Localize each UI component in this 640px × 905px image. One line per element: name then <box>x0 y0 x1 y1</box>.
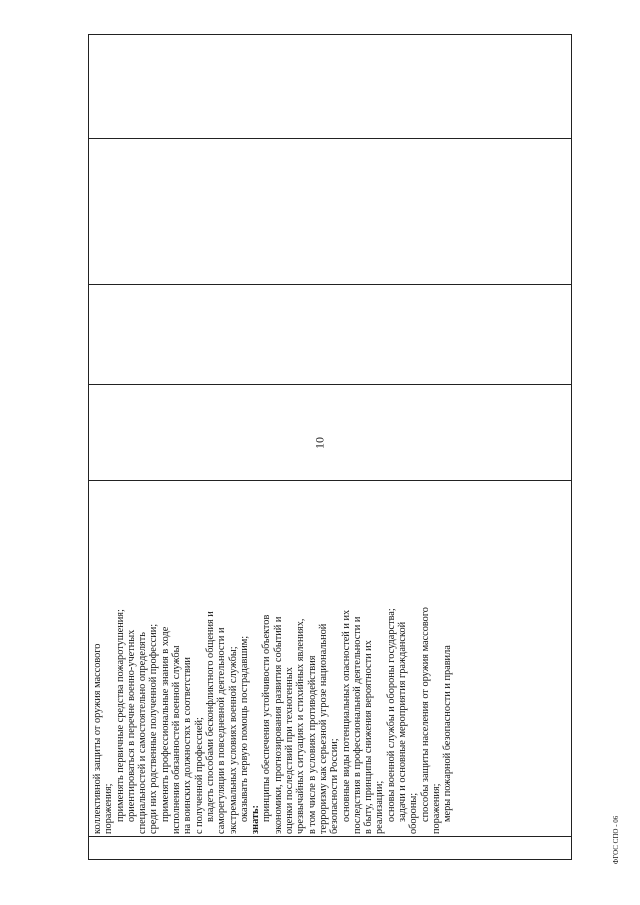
text-line: безопасности России; <box>329 738 341 834</box>
text-line: обороны; <box>408 792 420 834</box>
text-line: задачи и основные мероприятия гражданской <box>397 621 409 822</box>
requirements-text-cell <box>88 482 572 838</box>
text-line: с полученной профессией; <box>193 717 205 834</box>
text-line: чрезвычайных ситуациях и стихийных явлениях, <box>295 618 307 834</box>
column-divider <box>89 480 571 481</box>
competency-table <box>88 34 572 860</box>
text-line: применять первичные средства пожаротушения; <box>114 609 126 822</box>
text-line: ориентироваться в перечне военно-учетных <box>125 629 137 822</box>
section-heading: знать: <box>250 805 262 834</box>
text-line: экономики, прогнозирования развития событий и <box>272 616 284 834</box>
text-line: поражения; <box>430 783 442 834</box>
footer-code: ФГОС СПО - 06 <box>612 815 620 865</box>
text-line: последствия в профессиональной деятельности и <box>351 616 363 834</box>
text-line: среди них родственные полученной профессии; <box>148 623 160 834</box>
text-line: коллективной защиты от оружия массового <box>92 643 103 834</box>
text-line: поражения; <box>103 783 115 834</box>
column-divider <box>89 384 571 385</box>
text-line: способы защиты населения от оружия массового <box>419 607 431 822</box>
text-line: оказывать первую помощь пострадавшим; <box>238 635 250 822</box>
text-line: в быту, принципы снижения вероятности их <box>363 640 375 834</box>
text-line: саморегуляции в повседневной деятельности и <box>216 627 228 834</box>
text-line: меры пожарной безопасности и правила <box>442 645 454 822</box>
text-line: основы военной службы и обороны государства; <box>385 608 397 822</box>
text-line: на воинских должностях в соответствии <box>182 657 194 834</box>
text-line: терроризму как серьезной угрозе национальной <box>317 623 329 834</box>
page-number: 10 <box>312 437 327 449</box>
text-line: принципы обеспечения устойчивости объектов <box>261 614 273 822</box>
text-line: владеть способами бесконфликтного общения и <box>204 611 216 822</box>
text-line: применять профессиональные знания в ходе <box>159 626 171 822</box>
text-line: экстремальных условиях военной службы; <box>227 646 239 834</box>
text-line: реализации; <box>374 780 386 834</box>
text-line: в том числе в условиях противодействия <box>306 655 318 834</box>
text-line: специальностей и самостоятельно определять <box>137 632 149 834</box>
column-divider <box>89 284 571 285</box>
text-line: оценки последствий при техногенных <box>284 667 296 834</box>
text-line: основные виды потенциальных опасностей и их <box>340 609 352 822</box>
text-line: исполнения обязанностей военной службы <box>171 645 183 834</box>
column-divider <box>89 138 571 139</box>
